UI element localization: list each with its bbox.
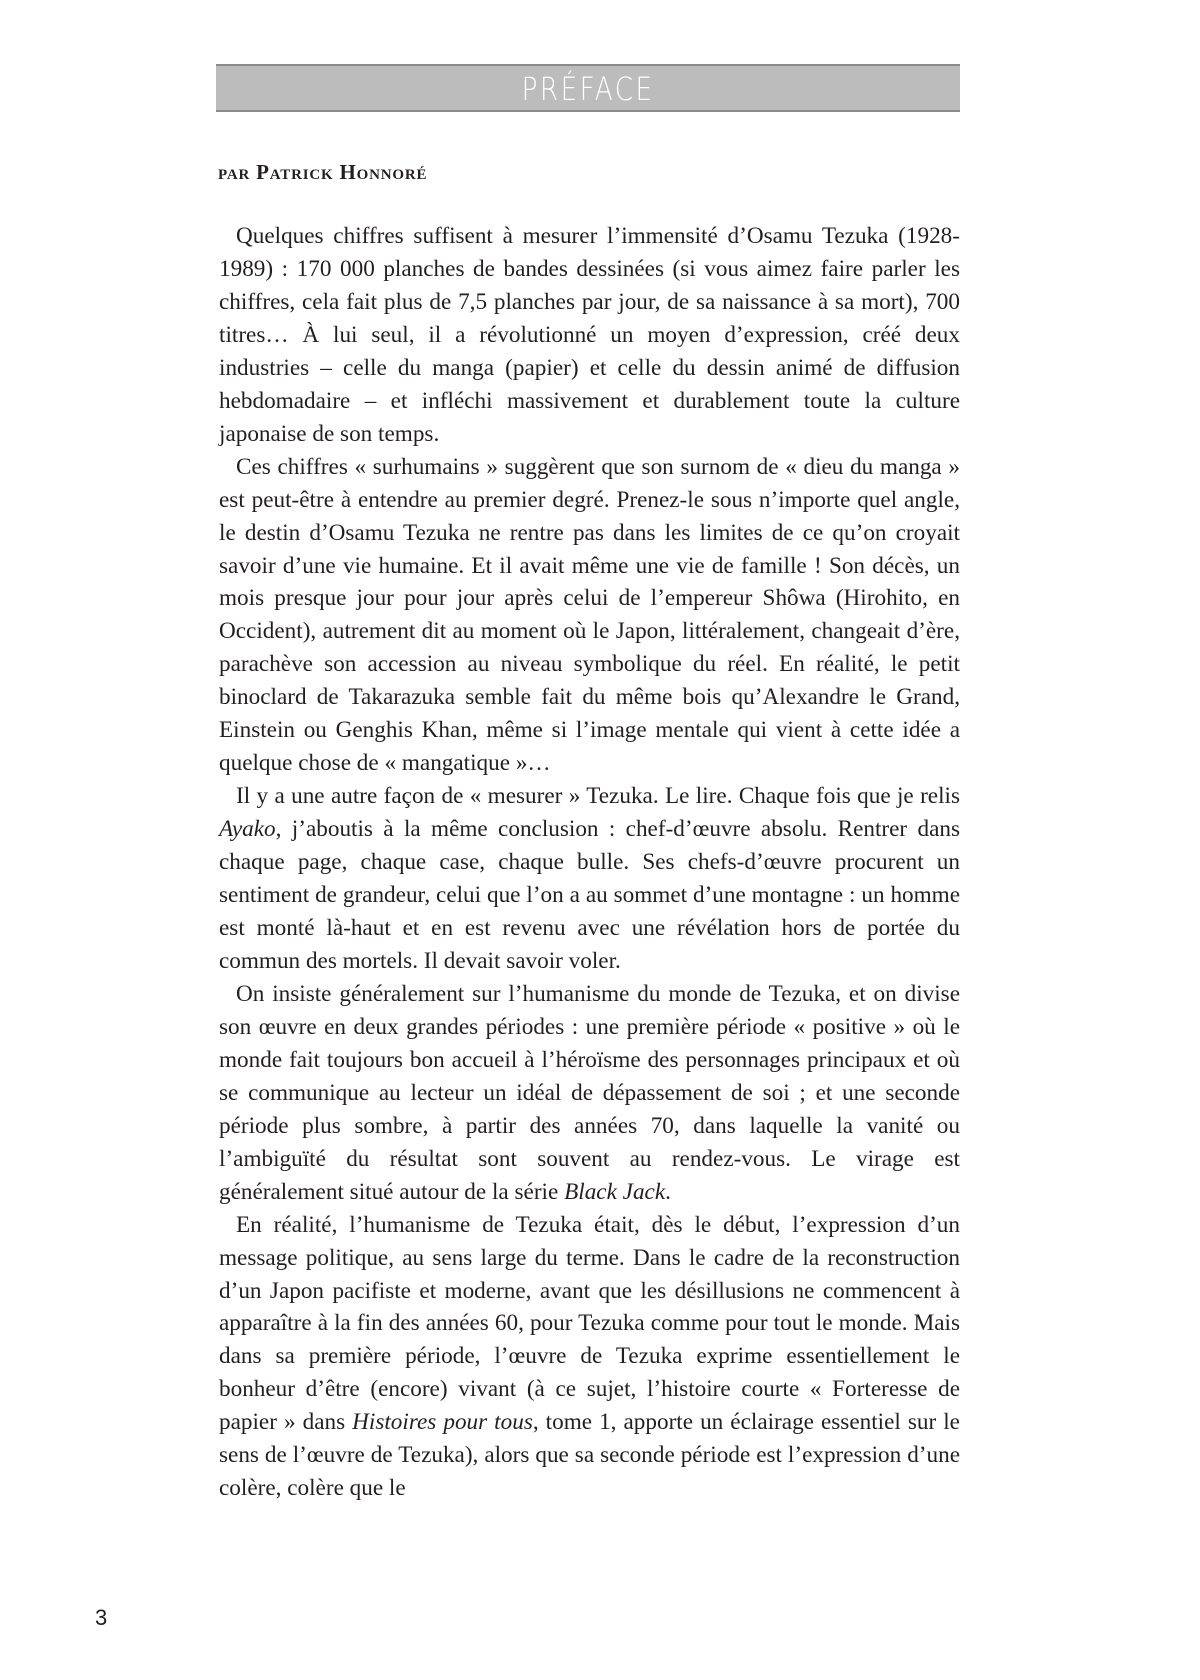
- text-run: On insiste généralement sur l’humanisme du monde de Tezuka, et on divise son œuvre en deux grandes périodes : une première période « positive » où le monde fait toujours bon accueil à l’héroïsme des personnages principaux et où se communique au lecteur un idéal de dépassement de soi ; et une seconde période plus sombre, à partir des années 70, dans laquelle la vanité ou l’ambiguïté du résultat sont souvent au rendez-vous. Le virage est généralement situé autour de la série: [219, 980, 960, 1205]
- text-run: .: [665, 1178, 671, 1205]
- text-run: En réalité, l’humanisme de Tezuka était, dès le début, l’expression d’un message politique, au sens large du terme. Dans le cadre de la reconstruction d’un Japon pacifiste et moderne, avant que les désillusions ne commencent à apparaître à la fin des années 60, pour Tezuka comme pour tout le monde. Mais dans sa première période, l’œuvre de Tezuka exprime essentiellement le bonheur d’être (encore) vivant (à ce sujet, l’histoire courte « Forteresse de papier » dans: [219, 1211, 960, 1436]
- author-byline: par Patrick Honnoré: [218, 160, 428, 184]
- chapter-title: PRÉFACE: [521, 70, 655, 108]
- page-number: 3: [95, 1605, 108, 1630]
- paragraph: [219, 780, 960, 978]
- chapter-heading-bar: [216, 64, 960, 112]
- text-run: , j’aboutis à la même conclusion : chef-d’œuvre absolu. Rentrer dans chaque page, chaque case, chaque bulle. Ses chefs-d’œuvre procurent un sentiment de grandeur, celui que l’on a au sommet d’une montagne : un homme est monté là-haut et en est revenu avec une révélation hors de portée du commun des mortels. Il devait savoir voler.: [219, 816, 960, 974]
- paragraph: [219, 451, 960, 781]
- text-run: Quelques chiffres suffisent à mesurer l’immensité d’Osamu Tezuka (1928-1989) : 170 000 planches de bandes dessinées (si vous aimez faire parler les chiffres, cela fait plus de 7,5 planches par jour, de sa naissance à sa mort), 700 titres… À lui seul, il a révolutionné un moyen d’expression, créé deux industries – celle du manga (papier) et celle du dessin animé de diffusion hebdomadaire – et infléchi massivement et durablement toute la culture japonaise de son temps.: [219, 223, 960, 447]
- italic-title: Black Jack: [564, 1178, 666, 1205]
- text-run: Il y a une autre façon de « mesurer » Tezuka. Le lire. Chaque fois que je relis: [236, 783, 960, 810]
- italic-title: Ayako: [219, 816, 276, 843]
- italic-title: Histoires pour tous: [352, 1409, 533, 1436]
- text-run: Ces chiffres « surhumains » suggèrent que son surnom de « dieu du manga » est peut-être à entendre au premier degré. Prenez-le sous n’importe quel angle, le destin d’Osamu Tezuka ne rentre pas dans les limites de ce qu’on croyait savoir d’une vie humaine. Et il avait même une vie de famille ! Son décès, un mois presque jour pour jour après celui de l’empereur Shôwa (Hirohito, en Occident), autrement dit au moment où le Japon, littéralement, changeait d’ère, parachève son accession au niveau symbolique du réel. En réalité, le petit binoclard de Takarazuka semble fait du même bois qu’Alexandre le Grand, Einstein ou Genghis Khan, même si l’image mentale qui vient à cette idée a quelque chose de « mangatique »…: [219, 453, 960, 777]
- paragraph: [219, 978, 960, 1209]
- paragraph: [219, 220, 960, 451]
- paragraph: [219, 1209, 960, 1506]
- text-run: , tome 1, apporte un éclairage essentiel sur le sens de l’œuvre de Tezuka), alors que sa seconde période est l’expression d’une colère, colère que le: [219, 1409, 960, 1502]
- body-text: [219, 220, 960, 1505]
